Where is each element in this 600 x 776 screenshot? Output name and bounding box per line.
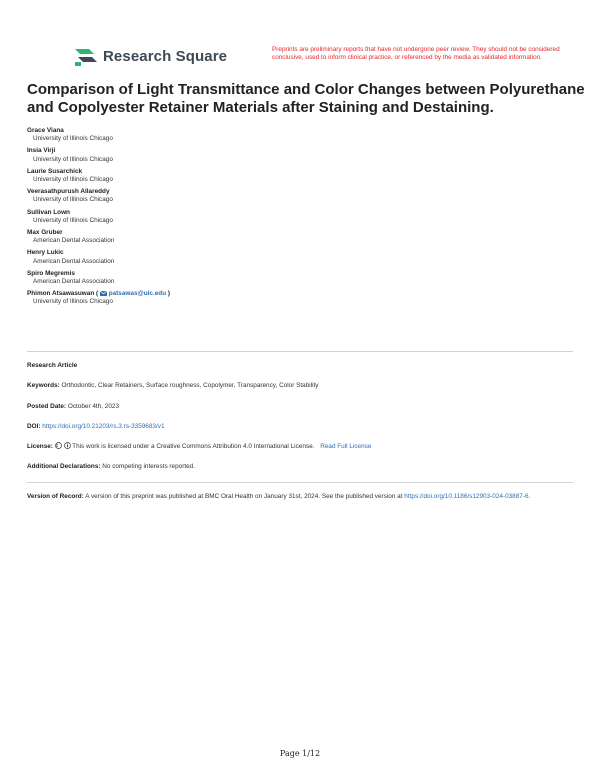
article-type-label: Research Article (27, 362, 78, 369)
author-affiliation: University of Illinois Chicago (33, 216, 113, 224)
creative-commons-icon (55, 442, 62, 449)
author-name: Sullivan Lown (27, 208, 70, 216)
mail-icon (100, 291, 107, 296)
doi-link[interactable]: https://doi.org/10.21203/rs.3.rs-3359683/v1 (42, 423, 165, 430)
license-line (27, 442, 573, 451)
article-type (27, 361, 573, 370)
license-label: License: (27, 443, 53, 450)
author-affiliation: University of Illinois Chicago (33, 155, 113, 163)
author-list (27, 127, 427, 307)
research-square-logo[interactable] (75, 46, 227, 66)
version-of-record (27, 491, 547, 502)
author-affiliation: University of Illinois Chicago (33, 196, 113, 204)
version-of-record-label: Version of Record: (27, 493, 84, 500)
keywords-line (27, 381, 573, 390)
version-of-record-link[interactable]: https://doi.org/10.1186/s12903-024-03887-6. (404, 493, 531, 500)
author-affiliation: American Dental Association (33, 278, 115, 286)
preprint-disclaimer: Preprints are preliminary reports that have not undergone peer review. They should not be considered conclusive, used to inform clinical practice, or referenced by the media as validated information. (272, 46, 560, 62)
doi-line (27, 422, 573, 431)
keywords-label: Keywords: (27, 382, 60, 389)
attribution-icon (64, 442, 71, 449)
logo-word-research: Research (103, 47, 172, 65)
author-email-link[interactable]: patsawas@uic.edu (108, 290, 167, 298)
author-name: Phimon Atsawasuwan (27, 290, 95, 298)
declarations-value: No competing interests reported. (102, 463, 196, 470)
posted-date-line (27, 402, 573, 411)
author-name: Laurie Susarchick (27, 167, 83, 175)
author-name: Henry Lukic (27, 249, 64, 257)
keywords-value: Orthodontic, Clear Retainers, Surface roughness, Copolymer, Transparency, Color Stability (61, 382, 319, 389)
author-affiliation: University of Illinois Chicago (33, 298, 113, 306)
author-name: Spiro Megremis (27, 269, 75, 277)
paper-title: Comparison of Light Transmittance and Color Changes between Polyurethane and Copolyester Retainer Materials after Staining and Destaining. (27, 81, 585, 116)
posted-date-label: Posted Date: (27, 403, 67, 410)
research-square-logo-icon (75, 46, 97, 66)
author-affiliation: American Dental Association (33, 237, 115, 245)
logo-wordmark (103, 48, 227, 65)
section-divider (27, 482, 573, 483)
author-affiliation: University of Illinois Chicago (33, 135, 113, 143)
author-affiliation: University of Illinois Chicago (33, 176, 113, 184)
declarations-label: Additional Declarations: (27, 463, 101, 470)
logo-word-square: Square (175, 47, 228, 65)
corresponding-author (27, 290, 427, 298)
version-of-record-text: A version of this preprint was published at BMC Oral Health on January 31st, 2024. See the published version at (85, 493, 403, 500)
email-close-paren: ) (167, 290, 171, 298)
author-name: Max Gruber (27, 229, 63, 237)
author-name: Veerasathpurush Allareddy (27, 188, 110, 196)
email-open-paren: ( (96, 290, 99, 298)
author-name: Grace Viana (27, 127, 64, 134)
page-number: Page 1/12 (279, 749, 321, 758)
read-full-license-link[interactable]: Read Full License (320, 443, 372, 450)
author-name: Insia Virji (27, 147, 56, 155)
author-affiliation: American Dental Association (33, 257, 115, 265)
posted-date-value: October 4th, 2023 (67, 403, 120, 410)
doi-label: DOI: (27, 423, 41, 430)
section-divider (27, 351, 573, 352)
license-text: This work is licensed under a Creative Commons Attribution 4.0 International License. (72, 443, 315, 450)
declarations-line (27, 462, 573, 471)
